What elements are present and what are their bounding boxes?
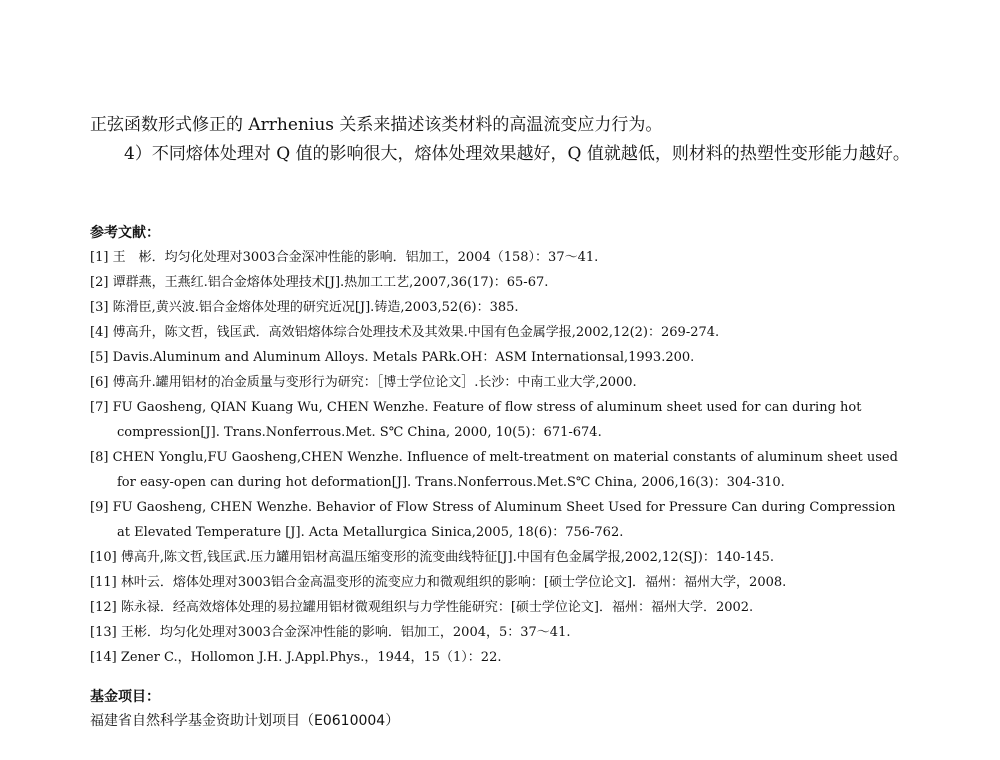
reference-text: 林叶云．熔体处理对3003铝合金高温变形的流变应力和微观组织的影响：[硕士学位论文]．福州：福州大学，2008. <box>120 575 787 590</box>
reference-item <box>90 320 908 345</box>
reference-item <box>90 620 908 645</box>
reference-number: [14] <box>90 650 117 665</box>
reference-number: [5] <box>90 350 109 365</box>
reference-number: [7] <box>90 400 109 415</box>
reference-list <box>90 245 908 670</box>
reference-number: [12] <box>90 600 117 615</box>
reference-text: 陈永禄．经高效熔体处理的易拉罐用铝材微观组织与力学性能研究：[硕士学位论文]．福州：福州大学．2002. <box>120 600 754 615</box>
funding-heading: 基金项目： <box>90 689 160 705</box>
reference-text: Davis.Aluminum and Aluminum Alloys. Metals PARk.OH：ASM Internationsal,1993.200. <box>112 350 695 365</box>
reference-text: 王彬．均匀化处理对3003合金深冲性能的影响．铝加工，2004，5：37～41. <box>120 625 571 640</box>
reference-number: [8] <box>90 450 109 465</box>
reference-text: 傅高升,陈文哲,钱匡武.压力罐用铝材高温压缩变形的流变曲线特征[J].中国有色金属学报,2002,12(SJ)：140-145. <box>120 550 775 565</box>
reference-item <box>90 370 908 395</box>
reference-number: [13] <box>90 625 117 640</box>
reference-text: 陈滑臣,黄兴波.铝合金熔体处理的研究近况[J].铸造,2003,52(6)：385. <box>112 300 519 315</box>
reference-item <box>90 445 908 495</box>
reference-item <box>90 270 908 295</box>
reference-text: 傅高升，陈文哲，钱匡武．高效铝熔体综合处理技术及其效果.中国有色金属学报,2002,12(2)：269-274. <box>112 325 720 340</box>
reference-item <box>90 495 908 545</box>
reference-number: [3] <box>90 300 109 315</box>
reference-number: [1] <box>90 250 109 265</box>
reference-text: 谭群燕，王燕红.铝合金熔体处理技术[J].热加工工艺,2007,36(17)：65-67. <box>112 275 549 290</box>
references-heading: 参考文献： <box>90 225 160 241</box>
reference-item <box>90 245 908 270</box>
reference-item <box>90 545 908 570</box>
reference-text: FU Gaosheng, CHEN Wenzhe. Behavior of Flow Stress of Aluminum Sheet Used for Pressure Can during Compression at Elevated Temperature [J]. Acta Metallurgica Sinica,2005, 18(6)：756-762. <box>112 500 896 540</box>
reference-number: [6] <box>90 375 109 390</box>
reference-number: [4] <box>90 325 109 340</box>
funding-text: 福建省自然科学基金资助计划项目（E0610004） <box>90 713 400 729</box>
reference-item <box>90 645 908 670</box>
reference-text: 王 彬．均匀化处理对3003合金深冲性能的影响．铝加工，2004（158）：37～41. <box>112 250 599 265</box>
reference-text: CHEN Yonglu,FU Gaosheng,CHEN Wenzhe. Influence of melt-treatment on material constants of aluminum sheet used for easy-open can during hot deformation[J]. Trans.Nonferrous.Met.S℃ China, 2006,16(3)：304-310. <box>112 450 898 490</box>
body-paragraph: 4）不同熔体处理对 Q 值的影响很大，熔体处理效果越好，Q 值就越低，则材料的热塑性变形能力越好。 <box>124 144 910 164</box>
reference-text: FU Gaosheng, QIAN Kuang Wu, CHEN Wenzhe. Feature of flow stress of aluminum sheet used for can during hot compression[J]. Trans.Nonferrous.Met. S℃ China, 2000, 10(5)：671-674. <box>112 400 862 440</box>
reference-number: [2] <box>90 275 109 290</box>
body-paragraph: 正弦函数形式修正的 Arrhenius 关系来描述该类材料的高温流变应力行为。 <box>90 115 663 135</box>
reference-text: Zener C.，Hollomon J.H. J.Appl.Phys.，1944，15（1）：22. <box>120 650 502 665</box>
reference-text: 傅高升.罐用铝材的冶金质量与变形行为研究：［博士学位论文］.长沙：中南工业大学,2000. <box>112 375 637 390</box>
reference-item <box>90 295 908 320</box>
reference-number: [10] <box>90 550 117 565</box>
reference-item <box>90 595 908 620</box>
reference-item <box>90 395 908 445</box>
reference-number: [11] <box>90 575 117 590</box>
reference-item <box>90 570 908 595</box>
reference-item <box>90 345 908 370</box>
reference-number: [9] <box>90 500 109 515</box>
